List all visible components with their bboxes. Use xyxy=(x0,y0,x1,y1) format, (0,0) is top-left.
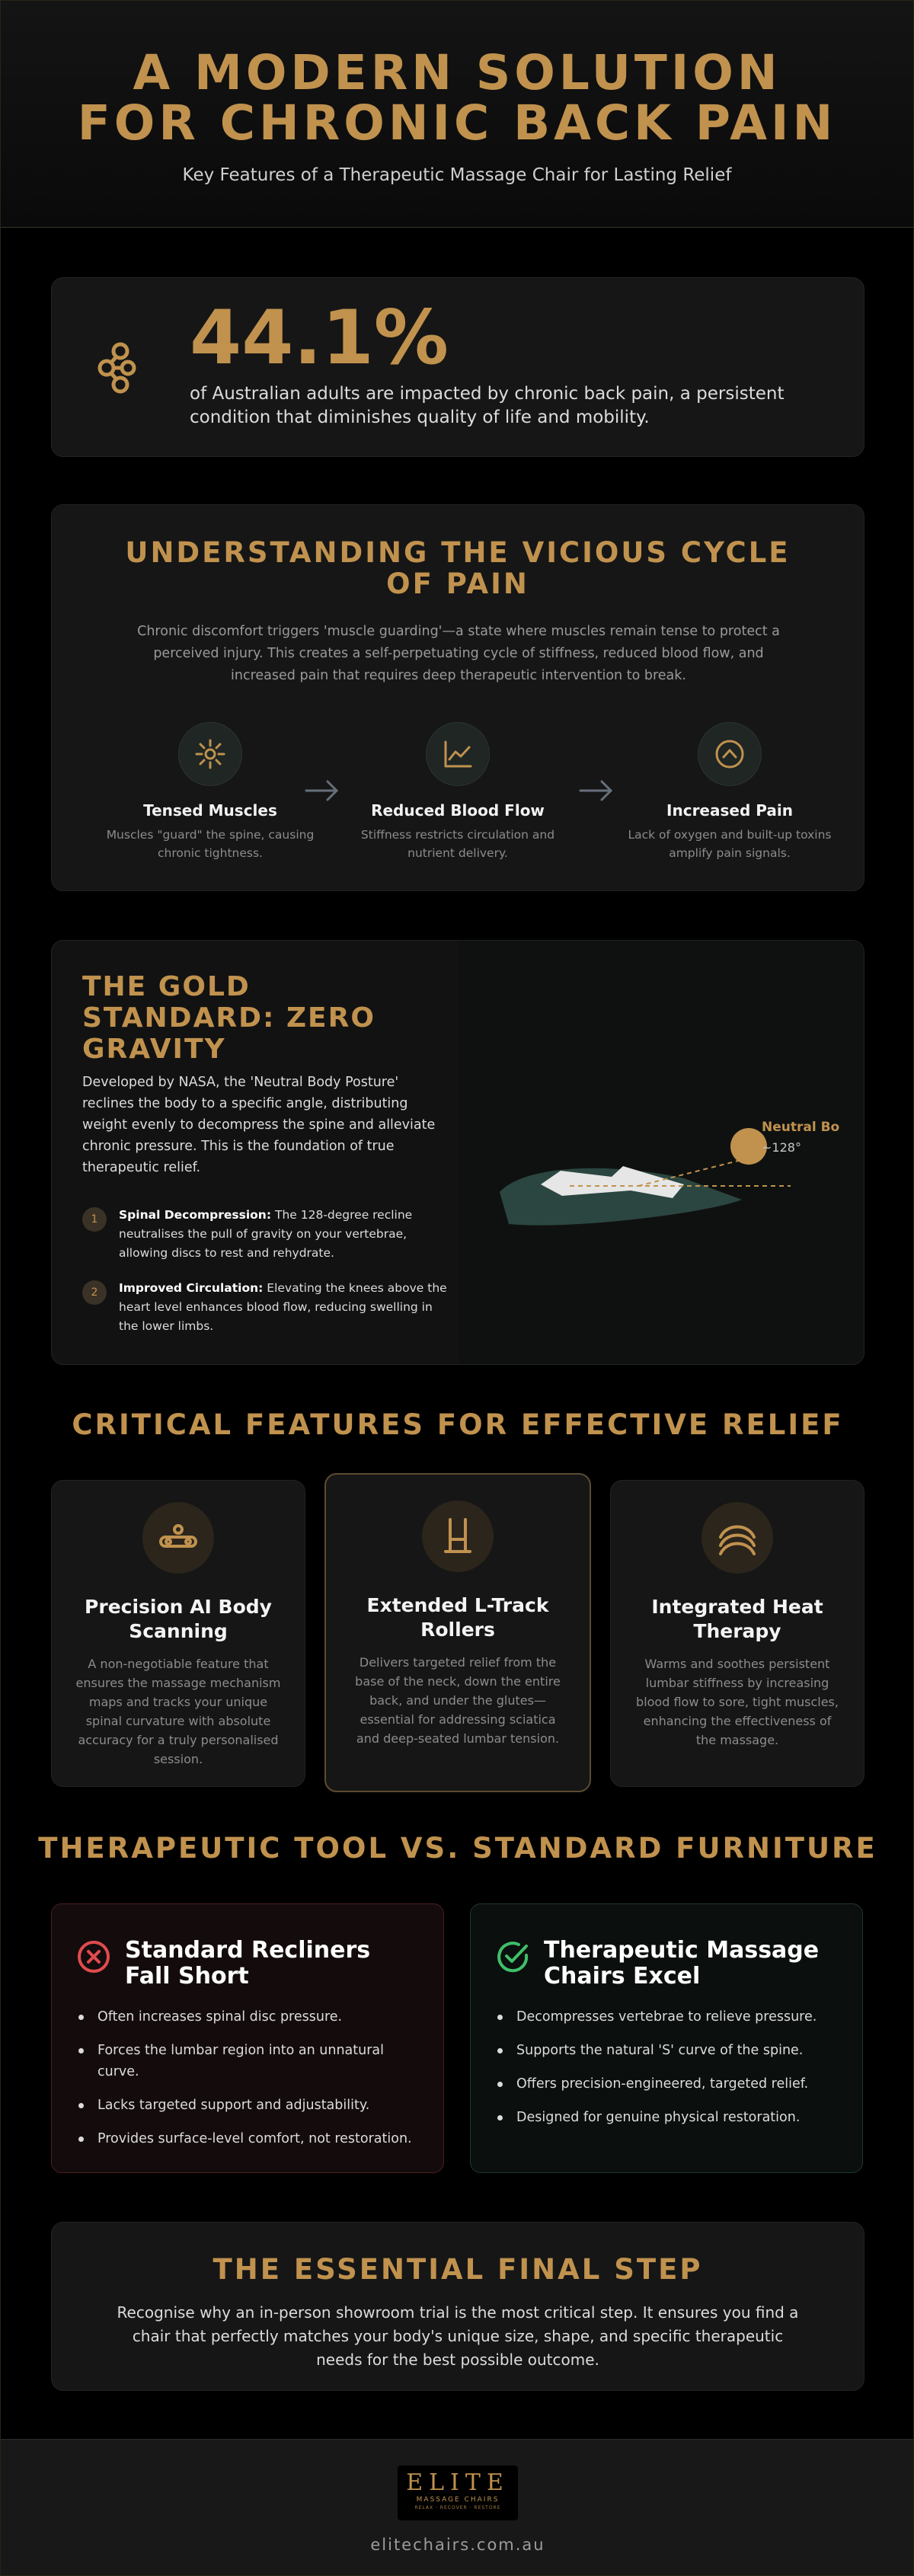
list-item: Offers precision-engineered, targeted relief. xyxy=(495,2073,838,2095)
feature-title: Precision AI Body Scanning xyxy=(85,1596,272,1642)
logo-tagline: MASSAGE CHAIRS xyxy=(416,2496,500,2504)
cycle-step-reduced-blood-flow xyxy=(344,722,572,862)
benefit-label: Spinal Decompression: xyxy=(119,1208,272,1222)
zero-gravity-title: THE GOLD STANDARD: ZERO GRAVITY xyxy=(82,971,376,1065)
cycle-step-tensed-muscles xyxy=(96,722,324,862)
step-desc: Stiffness restricts circulation and nutrient delivery. xyxy=(360,828,555,860)
pain-burst-icon xyxy=(178,722,242,786)
l-track-icon xyxy=(422,1501,494,1572)
cycle-step-increased-pain xyxy=(615,722,844,862)
trend-chart-icon xyxy=(426,722,490,786)
page-title: A MODERN SOLUTION FOR CHRONIC BACK PAIN xyxy=(77,45,837,151)
arrow-right-icon xyxy=(577,775,615,806)
feature-title: Extended L-Track Rollers xyxy=(366,1594,549,1641)
benefits-list xyxy=(495,2006,838,2128)
header xyxy=(1,1,913,228)
list-item: Designed for genuine physical restoration. xyxy=(495,2107,838,2128)
features-title: CRITICAL FEATURES FOR EFFECTIVE RELIEF xyxy=(72,1408,844,1441)
list-item: Often increases spinal disc pressure. xyxy=(76,2006,419,2028)
card-title: Therapeutic Massage Chairs Excel xyxy=(544,1937,820,1990)
zero-gravity-intro: Developed by NASA, the 'Neutral Body Posture' reclines the body to a specific angle, distributing weight evenly to decompress the spine and alleviate chronic pressure. This is the foundation of true therapeutic relief. xyxy=(82,1075,436,1175)
elite-logo[interactable] xyxy=(398,2466,518,2520)
card-title: Standard Recliners Fall Short xyxy=(125,1937,371,1990)
benefit-number: 2 xyxy=(82,1280,107,1305)
chevron-up-circle-icon xyxy=(698,722,762,786)
heat-waves-icon xyxy=(701,1502,773,1574)
list-item: Lacks targeted support and adjustability. xyxy=(76,2095,419,2116)
cycle-title: UNDERSTANDING THE VICIOUS CYCLE OF PAIN xyxy=(125,536,791,600)
zero-gravity-chair-illustration xyxy=(478,1093,798,1245)
x-circle-icon xyxy=(76,1939,111,1974)
arrow-right-icon xyxy=(303,775,341,806)
diagram-angle: ~128° xyxy=(762,1140,801,1155)
stat-value: 44.1% xyxy=(190,295,449,382)
diagram-label: Neutral Bo xyxy=(762,1120,840,1135)
list-item: Decompresses vertebrae to relieve pressure. xyxy=(495,2006,838,2028)
logo-subtagline: RELAX · RECOVER · RESTORE xyxy=(414,2505,501,2510)
step-title: Increased Pain xyxy=(666,801,793,820)
feature-desc: Delivers targeted relief from the base of the neck, down the entire back, and under the glutes—essential for addressing sciatica and deep-seated lumbar tension. xyxy=(355,1655,561,1746)
benefit-text: Elevating the knees above the heart level enhances blood flow, reducing swelling in the lower limbs. xyxy=(119,1281,447,1333)
final-title: THE ESSENTIAL FINAL STEP xyxy=(213,2253,703,2286)
cycle-intro: Chronic discomfort triggers 'muscle guarding'—a state where muscles remain tense to protect a perceived injury. This creates a self-perpetuating cycle of stiffness, reduced blood flow, and increased pain that requires deep therapeutic intervention to break. xyxy=(137,624,780,683)
website-link[interactable]: elitechairs.com.au xyxy=(370,2536,545,2554)
feature-desc: Warms and soothes persistent lumbar stiffness by increasing blood flow to sore, tight muscles, enhancing the effectiveness of the massage. xyxy=(636,1657,839,1747)
page-subtitle: Key Features of a Therapeutic Massage Chair for Lasting Relief xyxy=(182,165,732,185)
comparison-title: THERAPEUTIC TOOL VS. STANDARD FURNITURE xyxy=(38,1832,877,1865)
step-title: Reduced Blood Flow xyxy=(371,801,545,820)
pain-cycle-card xyxy=(51,504,864,891)
stat-card xyxy=(51,277,864,457)
list-item: Supports the natural 'S' curve of the spine. xyxy=(495,2040,838,2061)
list-item: Provides surface-level comfort, not restoration. xyxy=(76,2128,419,2149)
benefit-text: The 128-degree recline neutralises the pull of gravity on your vertebrae, allowing discs to rest and rehydrate. xyxy=(119,1208,413,1260)
feature-title: Integrated Heat Therapy xyxy=(651,1596,823,1642)
drawbacks-list xyxy=(76,2006,419,2149)
feature-desc: A non-negotiable feature that ensures the massage mechanism maps and tracks your unique spinal curvature with absolute accuracy for a truly personalised session. xyxy=(75,1657,281,1766)
benefit-improved-circulation xyxy=(82,1279,448,1336)
zero-gravity-card xyxy=(51,940,864,1365)
body-scan-icon xyxy=(142,1502,214,1574)
standard-recliners-card xyxy=(51,1903,444,2173)
check-circle-icon xyxy=(495,1939,530,1974)
stat-description: of Australian adults are impacted by chronic back pain, a persistent condition that diminishes quality of life and mobility. xyxy=(190,384,785,427)
step-title: Tensed Muscles xyxy=(143,801,277,820)
step-desc: Muscles "guard" the spine, causing chronic tightness. xyxy=(106,828,315,860)
benefit-number: 1 xyxy=(82,1207,107,1232)
spine-network-icon xyxy=(85,337,146,398)
feature-card-heat-therapy xyxy=(610,1480,864,1787)
feature-card-ai-scanning xyxy=(51,1480,305,1787)
feature-card-l-track xyxy=(324,1473,591,1792)
benefit-label: Improved Circulation: xyxy=(119,1281,264,1295)
footer xyxy=(1,2439,914,2576)
logo-name: ELITE xyxy=(406,2469,510,2496)
final-text: Recognise why an in-person showroom trial is the most critical step. It ensures you find a chair that perfectly matches your body's unique size, shape, and specific therapeutic needs for the best possible outcome. xyxy=(117,2303,799,2369)
step-desc: Lack of oxygen and built-up toxins amplify pain signals. xyxy=(628,828,832,860)
final-step-card xyxy=(51,2222,864,2391)
massage-chairs-card xyxy=(470,1903,863,2173)
benefit-spinal-decompression xyxy=(82,1206,448,1263)
list-item: Forces the lumbar region into an unnatural curve. xyxy=(76,2040,419,2082)
